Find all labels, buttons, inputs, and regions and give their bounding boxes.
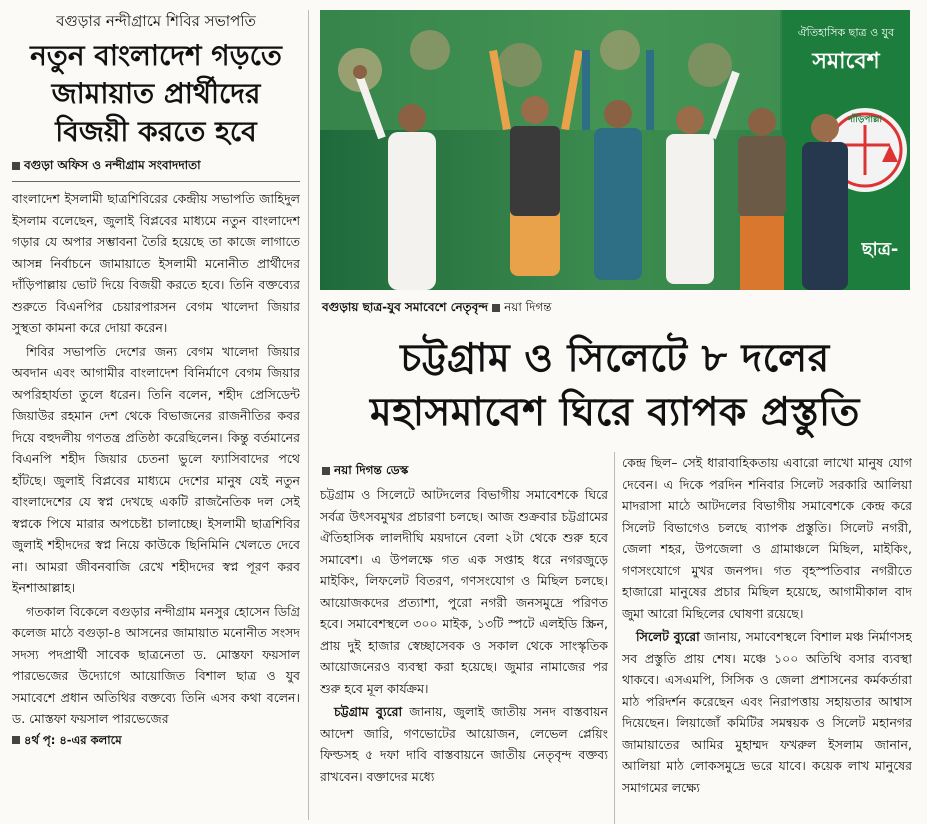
main-col1-paragraph-2 [320, 701, 608, 787]
banner-top-text: ঐতিহাসিক ছাত্র ও যুব [797, 26, 895, 39]
left-byline [12, 157, 300, 177]
square-bullet-icon [492, 304, 500, 312]
banner-main-text: সমাবেশ [812, 49, 880, 74]
main-col2-paragraph-1: কেন্দ্র ছিল– সেই ধারাবাহিকতায় এবারো লাখো মানুষ যোগ দেবেন। এ দিকে পরদিন শনিবার সিলেট সরকারি আলিয়া মাদরাসা মাঠে আটদলের বিভাগীয় সমাবেশকে কেন্দ্র করে সিলেট বিভাগেও চলছে ব্যাপক প্রস্তুতি। সিলেট নগরী, জেলা শহর, উপজেলা ও গ্রামাঞ্চলে মিছিল, মাইকিং, গণসংযোগে মুখর জনপদ। গত বৃহস্পতিবার নগরীতে হাজারো মানুষের প্রচার মিছিল হয়েছে, আগামীকাল বাদ জুমা আরো মিছিলের ঘোষণা রয়েছে। [622, 455, 912, 621]
left-headline: নতুন বাংলাদেশ গড়তে জামায়াত প্রার্থীদের বিজয়ী করতে হবে [30, 39, 282, 148]
chattogram-bureau-lead: চট্টগ্রাম ব্যুরো [334, 704, 403, 719]
left-kicker: বগুড়ার নন্দীগ্রামে শিবির সভাপতি [56, 12, 256, 30]
left-jump-line [12, 732, 300, 751]
square-bullet-icon [12, 736, 20, 744]
main-col2-paragraph-2 [622, 626, 912, 798]
photo-caption-text: বগুড়ায় ছাত্র-যুব সমাবেশে নেতৃবৃন্দ [322, 300, 488, 314]
sylhet-bureau-lead: সিলেট ব্যুরো [636, 629, 700, 644]
news-photo [320, 10, 910, 290]
square-bullet-icon [322, 467, 330, 475]
chattogram-bureau-text: জানায়, জুলাই জাতীয় সনদ বাস্তবায়ন আদেশ জারি, গণভোটের আয়োজন, লেভেল প্লেয়িং ফিল্ডসহ ৫ দফা দাবি বাস্তবায়নে জাতীয় নেতৃবৃন্দ বক্তব্য রাখবেন। বক্তাদের মধ্যে [320, 704, 608, 784]
main-article-column-1 [320, 484, 608, 824]
left-paragraph-3: গতকাল বিকেলে বগুড়ার নন্দীগ্রাম মনসুর হোসেন ডিগ্রি কলেজ মাঠে বগুড়া-৪ আসনের জামায়াত মনোনীত সংসদ সদস্য পদপ্রার্থী সাবেক ছাত্রনেতা ড. মোস্তফা ফয়সাল পারভেজের উদ্যোগে আয়োজিত বিশাল ছাত্র ও যুব সমাবেশে প্রধান অতিথির বক্তব্যে তিনি এসব কথা বলেন। ড. মোস্তফা ফয়সাল পারভেজের [12, 603, 300, 726]
main-col1-paragraph-1: চট্টগ্রাম ও সিলেটে আটদলের বিভাগীয় সমাবেশকে ঘিরে সর্বত্র উৎসবমুখর প্রচারণা চলছে। আজ শুক্রবার চট্টগ্রামের ঐতিহাসিক লালদীঘি ময়দানে বেলা ২টা থেকে শুরু হবে সমাবেশ। এ উপলক্ষে গত এক সপ্তাহ ধরে নগরজুড়ে মাইকিং, লিফলেট বিতরণ, গণসংযোগ ও মিছিল চলছে। আয়োজকদের প্রত্যাশা, পুরো নগরী জনসমুদ্রে পরিণত হবে। সমাবেশস্থলে ৩০০ মাইক, ১৩টি স্পটে এলইডি স্ক্রিন, প্রায় দুই হাজার স্বেচ্ছাসেবক ও সকাল থেকে সাংস্কৃতিক আয়োজনেরও ব্যবস্থা করা হয়েছে। জুমার নামাজের পর শুরু হবে মূল কার্যক্রম। [320, 487, 608, 696]
byline-rule [12, 181, 300, 182]
main-headline: চট্টগ্রাম ও সিলেটে ৮ দলের মহাসমাবেশ ঘিরে ব্যাপক প্রস্তুতি [370, 336, 860, 435]
banner-side-text: ছাত্র- [861, 239, 899, 260]
main-desk-byline [322, 462, 408, 482]
column-divider [308, 10, 309, 820]
main-article-column-2 [622, 452, 912, 824]
left-paragraph-1: বাংলাদেশ ইসলামী ছাত্রশিবিরের কেন্দ্রীয় সভাপতি জাহিদুল ইসলাম বলেছেন, জুলাই বিপ্লবের মাধ্যমে নতুন বাংলাদেশ গড়ার যে অপার সম্ভাবনা তৈরি হয়েছে তা কাজে লাগাতে আসন্ন নির্বাচনে জামায়াতে ইসলামী মনোনীত প্রার্থীদের দাঁড়িপাল্লায় ভোট দিয়ে বিজয়ী করতে হবে। তিনি বক্তব্যের শুরুতে বিএনপির চেয়ারপারসন বেগম খালেদা জিয়ার সুস্থতা কামনা করে দোয়া করেন। [12, 191, 300, 335]
left-article [12, 10, 300, 820]
photo-caption [322, 299, 552, 319]
photo-source: নয়া দিগন্ত [504, 300, 552, 314]
column-divider [614, 452, 615, 824]
square-bullet-icon [12, 162, 20, 170]
left-jump-text: ৪র্থ পৃ: ৪-এর কলামে [24, 732, 122, 747]
rally-photo-illustration [320, 10, 910, 290]
sylhet-bureau-text: জানায়, সমাবেশস্থলে বিশাল মঞ্চ নির্মাণসহ সব প্রস্তুতি প্রায় শেষ। মঞ্চে ১০০ অতিথি বসার ব্যবস্থা থাকবে। এসএমপি, সিসিক ও জেলা প্রশাসনের কর্মকর্তারা মাঠ পরিদর্শন করেছেন এবং নিরাপত্তায় সহায়তার আশ্বাস দিয়েছেন। লিয়াজোঁ কমিটির সমন্বয়ক ও সিলেট মহানগর জামায়াতের আমির মুহাম্মদ ফখরুল ইসলাম জানান, আলিয়া মাঠ লোকসমুদ্রে ভরে যাবে। কয়েক লাখ মানুষের সমাগমের লক্ষ্যে [622, 629, 912, 795]
main-desk-text: নয়া দিগন্ত ডেস্ক [334, 463, 409, 477]
banner-small-text: দাঁড়িপাল্লা [847, 115, 883, 125]
left-paragraph-2: শিবির সভাপতি দেশের জন্য বেগম খালেদা জিয়ার অবদান এবং আগামীর বাংলাদেশ বিনির্মাণে বেগম জিয়ার অপরিহার্যতা তুলে ধরেন। তিনি বলেন, শহীদ প্রেসিডেন্ট জিয়াউর রহমান দেশ থেকে বিভাজনের রাজনীতির কবর দিয়ে বহুদলীয় গণতন্ত্র প্রতিষ্ঠা করেছিলেন। কিন্তু বর্তমানের বিএনপি শহীদ জিয়ার চেতনা ভুলে ফ্যাসিবাদের পথে হাঁটছে। জুলাই বিপ্লবের মাধ্যমে দেশের মানুষ যেই নতুন বাংলাদেশের যে স্বপ্ন দেখছে একটি রাজনৈতিক দল সেই স্বপ্নকে পিষে মারার অপচেষ্টা চালাচ্ছে। ইসলামী ছাত্রশিবির জুলাই শহীদদের স্বপ্ন নিয়ে কাউকে ছিনিমিনি খেলতে দেবে না। আমরা জীবনবাজি রেখে শহীদদের স্বপ্ন পূরণ করব ইনশাআল্লাহ। [12, 343, 300, 595]
left-byline-text: বগুড়া অফিস ও নন্দীগ্রাম সংবাদদাতা [24, 158, 201, 172]
